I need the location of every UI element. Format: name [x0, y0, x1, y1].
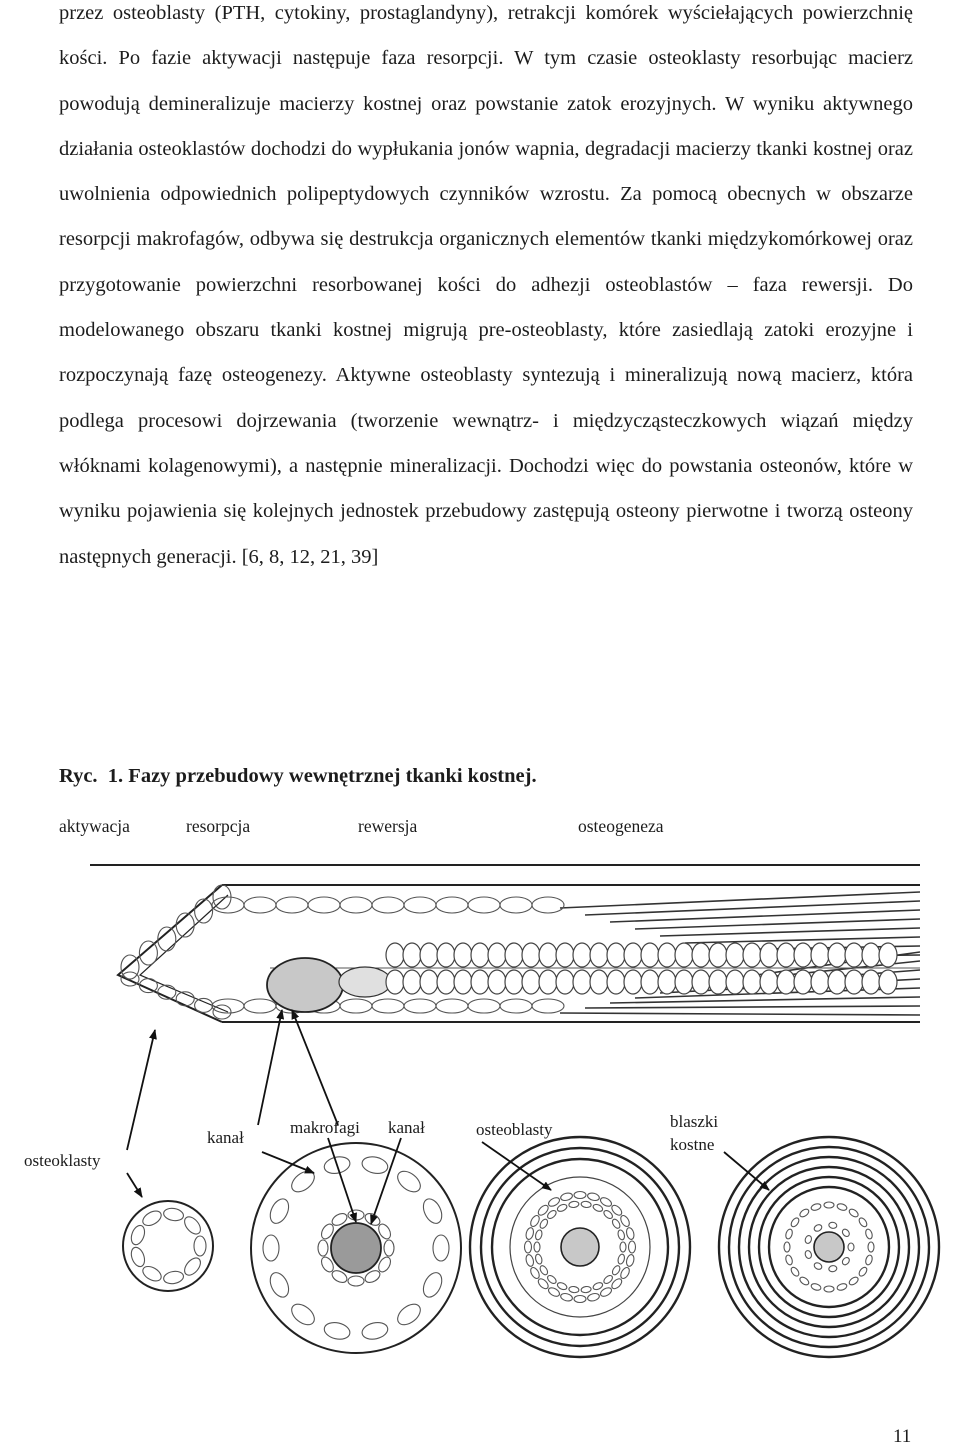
lining-cell — [848, 1243, 854, 1251]
lining-cell — [244, 999, 276, 1013]
canal-cell — [828, 970, 846, 994]
canal-cell — [624, 970, 642, 994]
lamella-line — [585, 901, 920, 915]
osteoblast-cell — [529, 1214, 541, 1228]
canal-cell — [709, 943, 727, 967]
lining-cell — [404, 897, 436, 913]
canal-lumen — [561, 1228, 599, 1266]
osteoblast-cell — [525, 1227, 535, 1240]
canal-cell — [437, 943, 455, 967]
lamella-line — [560, 892, 920, 908]
osteocyte-cell — [824, 1286, 834, 1292]
canal-cell — [743, 943, 761, 967]
lining-cell — [420, 1196, 446, 1226]
osteoclast-cell — [181, 1255, 203, 1278]
canal-cell — [862, 970, 880, 994]
lining-cell — [500, 897, 532, 913]
lining-cell — [276, 897, 308, 913]
osteoblast-cell — [539, 1264, 549, 1276]
lining-cell — [468, 897, 500, 913]
lining-cell — [532, 897, 564, 913]
osteoblast-cell — [619, 1214, 631, 1228]
cross-section-makrofagi — [251, 1143, 461, 1353]
canal-cell — [641, 970, 659, 994]
lining-cell — [340, 897, 372, 913]
label-kanal-2: kanał — [388, 1118, 425, 1137]
lining-cell — [323, 1320, 352, 1341]
osteoblast-cell — [619, 1266, 631, 1280]
canal-cell — [420, 943, 438, 967]
canal-cell — [471, 943, 489, 967]
figure-caption: Ryc. 1. Fazy przebudowy wewnętrznej tkanki kostnej. — [59, 765, 537, 787]
macrophage-cell — [384, 1240, 394, 1256]
osteoblast-cell — [534, 1242, 540, 1252]
osteocyte-cell — [799, 1208, 811, 1219]
osteoblast-cell — [525, 1241, 532, 1253]
canal-cell — [692, 943, 710, 967]
canal-cell — [726, 943, 744, 967]
osteoclast-cell — [163, 1207, 185, 1222]
osteoblast-cell — [611, 1264, 621, 1276]
body-paragraph: przez osteoblasty (PTH, cytokiny, prostaglandyny), retrakcji komórek wyściełających powierzchnię kości. Po fazie aktywacji następuje faza resorpcji. W tym czasie osteoklasty resorbując macierz powodują demineralizuje macierzy kostnej oraz powstanie zatok erozyjnych. W wyniku aktywnego działania osteoklastów dochodzi do wypłukania jonów wapnia, degradacji macierzy tkanki kostnej oraz uwolnienia odpowiednich polipeptydowych czynników wzrostu. Za pomocą obecnych w obszarze resorpcji makrofagów, odbywa się destrukcja organicznych elementów tkanki międzykomórkowej oraz przygotowanie powierzchni resorbowanej kości do adhezji osteoblastów – faza rewersji. Do modelowanego obszaru tkanki kostnej migrują pre-osteoblasty, które zasiedlają zatoki erozyjne i rozpoczynają fazę osteogenezy. Aktywne osteoblasty syntezują i mineralizują nową macierz, która podlega procesowi dojrzewania (tworzenie wewnątrz- i międzycząsteczkowych wiązań między włóknami kolagenowymi), a następnie mineralizacji. Dochodzi więc do powstania osteonów, które w wyniku pojawienia się kolejnych jednostek przebudowy zastępują osteony pierwotne i tworzą osteony następnych generacji. [6, 8, 12, 21, 39] — [59, 2, 913, 568]
osteoclast-cell — [129, 1224, 147, 1247]
canal-cell — [845, 970, 863, 994]
canal-cell — [488, 970, 506, 994]
canal-cell — [794, 943, 812, 967]
macrophage-cell — [348, 1276, 364, 1286]
osteoblast-cell — [529, 1266, 541, 1280]
osteoblast-cell — [569, 1201, 580, 1208]
label-osteoklasty: osteoklasty — [24, 1151, 101, 1170]
macrophage-cell — [348, 1210, 364, 1220]
osteocyte-cell — [868, 1242, 874, 1252]
osteoblast-cell — [569, 1286, 580, 1293]
lining-cell — [263, 1235, 279, 1261]
osteoblast-cell — [556, 1203, 568, 1213]
cross-section-blaszki — [719, 1137, 939, 1357]
osteoblast-cell — [560, 1192, 573, 1202]
osteoblast-cell — [587, 1292, 600, 1302]
osteoclast-cell — [140, 1264, 163, 1284]
lining-cell — [267, 1196, 293, 1226]
osteoblast-cell — [556, 1281, 568, 1291]
lining-cell — [436, 897, 468, 913]
canal-cell — [692, 970, 710, 994]
osteoblast-cell — [534, 1253, 543, 1264]
label-blaszki: blaszki — [670, 1112, 719, 1131]
canal-cell — [760, 943, 778, 967]
lining-cell — [828, 1265, 837, 1272]
canal-cell — [641, 943, 659, 967]
canal-cell — [556, 943, 574, 967]
osteoblast-cell — [629, 1241, 636, 1253]
canal-cell — [573, 970, 591, 994]
macrophage-cell — [318, 1240, 328, 1256]
canal-cell — [437, 970, 455, 994]
canal-cell — [522, 943, 540, 967]
lamella-line — [585, 1006, 920, 1008]
phase-label-resorpcja: resorpcja — [186, 816, 251, 836]
lining-cell — [360, 1154, 389, 1175]
lining-cell — [340, 999, 372, 1013]
lining-cell — [828, 1222, 837, 1229]
osteoclast-cell — [181, 1214, 203, 1237]
osteoblast-cell — [581, 1286, 592, 1293]
osteocyte-cell — [785, 1254, 794, 1265]
label-makrofagi: makrofagi — [290, 1118, 360, 1137]
lining-cell — [288, 1167, 318, 1196]
canal-cell — [522, 970, 540, 994]
osteocyte-cell — [790, 1217, 801, 1229]
label-kostne: kostne — [670, 1135, 715, 1154]
canal-cell — [505, 970, 523, 994]
canal-lumen — [331, 1223, 381, 1273]
lining-cell — [288, 1300, 318, 1329]
lining-cell — [372, 897, 404, 913]
osteoblast-cell — [620, 1242, 626, 1252]
osteoblast-cell — [617, 1253, 626, 1264]
canal-cell — [573, 943, 591, 967]
osteocyte-cell — [785, 1228, 794, 1239]
canal-cell — [505, 943, 523, 967]
canal-cell — [658, 970, 676, 994]
canal-cell — [454, 970, 472, 994]
label-osteoblasty: osteoblasty — [476, 1120, 553, 1139]
osteoblast-cell — [539, 1218, 549, 1230]
osteoblast-cell — [625, 1254, 635, 1267]
cross-section-osteoblasty — [470, 1137, 690, 1357]
osteoblast-cell — [625, 1227, 635, 1240]
osteocyte-cell — [824, 1202, 834, 1208]
canal-cell — [539, 943, 557, 967]
canal-cell — [760, 970, 778, 994]
lining-cell — [244, 897, 276, 913]
canal-cell — [811, 970, 829, 994]
canal-cell — [556, 970, 574, 994]
canal-cell — [709, 970, 727, 994]
central-canal — [267, 943, 920, 1012]
osteoblast-cell — [574, 1296, 586, 1303]
page-number: 11 — [893, 1426, 912, 1447]
canal-cell — [879, 943, 897, 967]
lining-cell — [804, 1235, 812, 1245]
osteoblast-cell — [581, 1201, 592, 1208]
lamella-line — [560, 1013, 920, 1015]
canal-lumen — [814, 1232, 844, 1262]
lining-cell — [468, 999, 500, 1013]
osteocyte-cell — [784, 1242, 790, 1252]
phase-label-osteogeneza: osteogeneza — [578, 816, 664, 836]
lining-cell — [841, 1256, 851, 1266]
osteocyte-cell — [865, 1254, 874, 1265]
osteoblast-cell — [592, 1281, 604, 1291]
phase-label-aktywacja: aktywacja — [59, 816, 130, 836]
osteocyte-cell — [799, 1276, 811, 1287]
lining-cell — [394, 1300, 424, 1329]
canal-cell — [794, 970, 812, 994]
osteocyte-cell — [848, 1208, 860, 1219]
osteoblast-cell — [587, 1192, 600, 1202]
lining-cell — [841, 1228, 851, 1238]
canal-cell — [777, 943, 795, 967]
osteocyte-cell — [836, 1283, 847, 1292]
macrophage-cluster — [267, 958, 343, 1012]
lamella-line — [660, 928, 920, 936]
canal-cell — [403, 943, 421, 967]
lining-cell — [360, 1320, 389, 1341]
osteoclast-cell — [121, 955, 139, 979]
canal-cell — [607, 943, 625, 967]
lining-cell — [420, 1270, 446, 1300]
osteocyte-cell — [790, 1266, 801, 1278]
canal-cell — [590, 943, 608, 967]
canal-cell — [675, 943, 693, 967]
osteoblast-cell — [611, 1218, 621, 1230]
canal-cell — [811, 943, 829, 967]
osteoblast-cell — [592, 1203, 604, 1213]
label-kanal-1: kanał — [207, 1128, 244, 1147]
canal-cell — [403, 970, 421, 994]
osteocyte-cell — [858, 1217, 869, 1229]
lining-cell — [532, 999, 564, 1013]
canal-cell — [862, 943, 880, 967]
osteoclast-cell — [140, 1208, 163, 1228]
lining-cell — [394, 1167, 424, 1196]
osteocyte-cell — [810, 1283, 821, 1292]
canal-cell — [828, 943, 846, 967]
osteocyte-cell — [810, 1203, 821, 1212]
osteoblast-cell — [560, 1292, 573, 1302]
lamella-line — [685, 937, 920, 943]
osteocyte-cell — [836, 1203, 847, 1212]
osteocyte-cell — [848, 1276, 860, 1287]
osteoblast-cell — [574, 1192, 586, 1199]
canal-cell — [879, 970, 897, 994]
canal-cell — [420, 970, 438, 994]
canal-cell — [624, 943, 642, 967]
osteocyte-cell — [858, 1266, 869, 1278]
lining-cell — [267, 1270, 293, 1300]
osteoblast-cell — [617, 1229, 626, 1240]
canal-cell — [471, 970, 489, 994]
osteoclast-cell — [194, 1236, 206, 1256]
canal-cell — [777, 970, 795, 994]
cross-section-osteoklasty — [123, 1201, 213, 1291]
canal-cell — [386, 970, 404, 994]
canal-cell — [386, 943, 404, 967]
osteoblast-cell — [525, 1254, 535, 1267]
cross-sections — [123, 1137, 939, 1357]
canal-cell — [454, 943, 472, 967]
osteoclast-cell — [163, 1270, 185, 1285]
lining-cell — [433, 1235, 449, 1261]
canal-cell — [539, 970, 557, 994]
canal-cell — [743, 970, 761, 994]
lining-cell — [813, 1223, 823, 1232]
lining-cell — [813, 1261, 823, 1270]
canal-cell — [726, 970, 744, 994]
canal-cell — [845, 943, 863, 967]
lining-cell — [308, 897, 340, 913]
phase-label-rewersja: rewersja — [358, 816, 418, 836]
osteoblast-cell — [534, 1229, 543, 1240]
osteoclast-cell — [129, 1245, 147, 1268]
lamella-line — [635, 919, 920, 929]
lining-cell — [804, 1250, 812, 1260]
canal-cell — [675, 970, 693, 994]
lining-cell — [404, 999, 436, 1013]
canal-cell — [607, 970, 625, 994]
osteoclast-cell — [195, 998, 213, 1012]
canal-cell — [658, 943, 676, 967]
canal-cell — [590, 970, 608, 994]
lining-cell — [372, 999, 404, 1013]
lining-cell — [500, 999, 532, 1013]
lining-cell — [436, 999, 468, 1013]
osteocyte-cell — [865, 1228, 874, 1239]
canal-cell — [488, 943, 506, 967]
